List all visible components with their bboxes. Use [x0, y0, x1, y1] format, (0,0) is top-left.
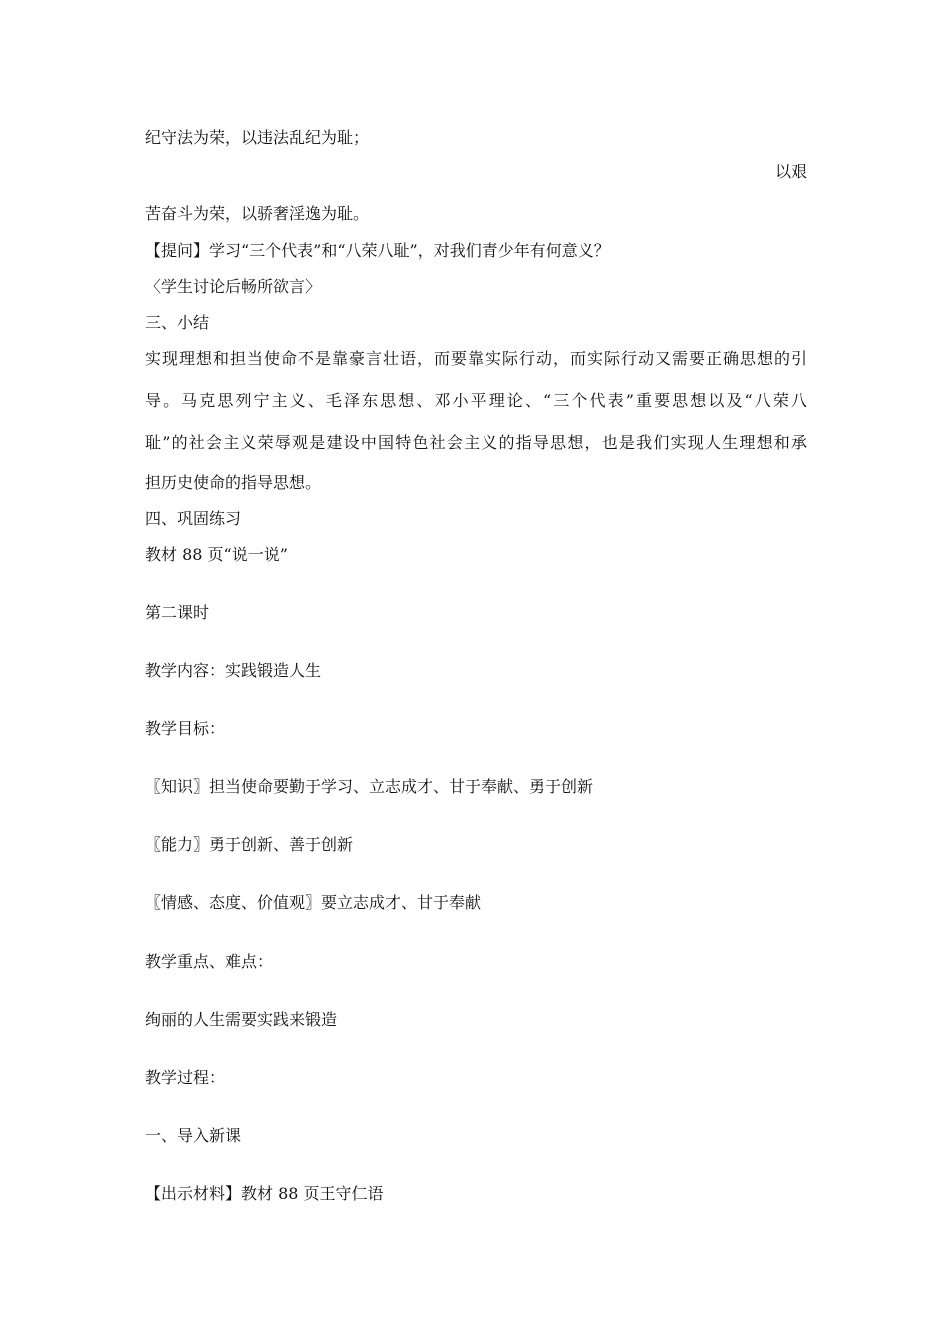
text-line: 〖知识〗担当使命要勤于学习、立志成才、甘于奉献、勇于创新: [145, 777, 594, 796]
lesson-heading: 第二课时: [145, 603, 210, 622]
text-line: 耻”的社会主义荣辱观是建设中国特色社会主义的指导思想，也是我们实现人生理想和承: [145, 433, 807, 452]
text-line: 以艰: [774, 162, 807, 181]
text-line: 教学目标：: [145, 719, 226, 738]
section-heading: 一、导入新课: [145, 1126, 242, 1145]
text-line: 教学重点、难点：: [145, 952, 274, 971]
text-line: 教学过程：: [145, 1068, 226, 1087]
text-line: 【提问】学习“三个代表”和“八荣八耻”，对我们青少年有何意义？: [145, 241, 610, 260]
text-line: 苦奋斗为荣，以骄奢淫逸为耻。: [145, 204, 370, 223]
text-line: 纪守法为荣，以违法乱纪为耻；: [145, 128, 370, 147]
text-line: 教学内容：实践锻造人生: [145, 661, 322, 680]
section-heading: 三、小结: [145, 313, 210, 332]
text-line: 【出示材料】教材 88 页王守仁语: [145, 1184, 384, 1203]
text-line: 教材 88 页“说一说”: [145, 545, 288, 564]
text-line: 担历史使命的指导思想。: [145, 473, 322, 492]
text-line: 实现理想和担当使命不是靠豪言壮语，而要靠实际行动，而实际行动又需要正确思想的引: [145, 349, 807, 368]
text-line: 〖情感、态度、价值观〗要立志成才、甘于奉献: [145, 893, 482, 912]
text-line: 〈学生讨论后畅所欲言〉: [145, 277, 322, 296]
text-line: 导。马克思列宁主义、毛泽东思想、邓小平理论、“三个代表”重要思想以及“八荣八: [145, 391, 807, 410]
text-line: 〖能力〗勇于创新、善于创新: [145, 835, 354, 854]
section-heading: 四、巩固练习: [145, 509, 242, 528]
text-line: 绚丽的人生需要实践来锻造: [145, 1010, 338, 1029]
